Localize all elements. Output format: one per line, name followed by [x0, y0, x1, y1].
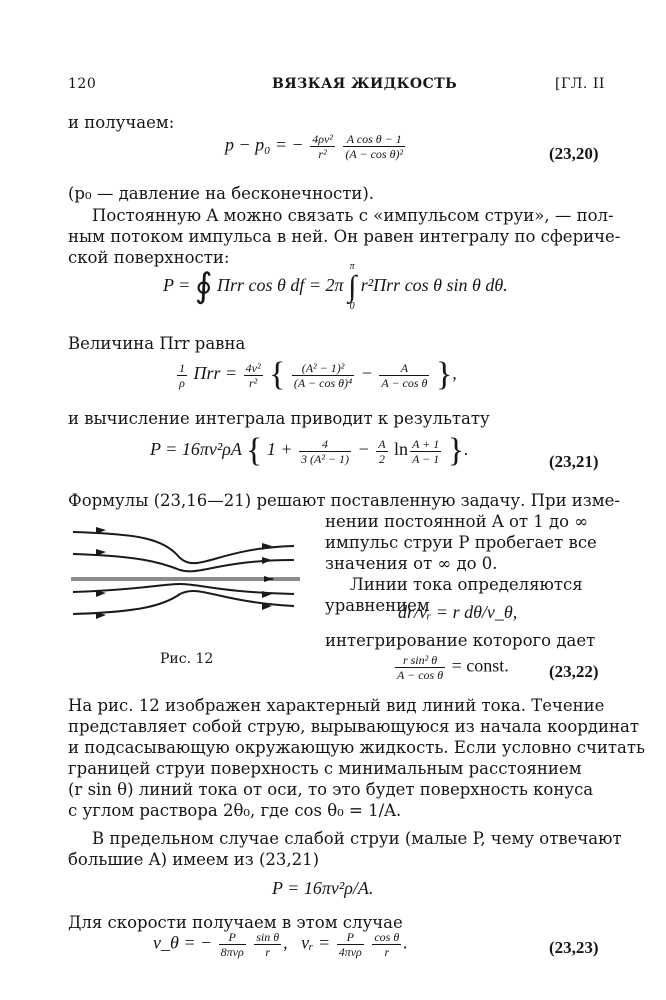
arrow-icon	[262, 543, 272, 550]
figure-caption: Рис. 12	[160, 651, 214, 667]
equation-number: (23,23)	[549, 938, 599, 957]
paragraph-line: В предельном случае слабой струи (малые P, чему отвечают	[92, 829, 622, 848]
paragraph-line: Формулы (23,16—21) решают поставленную задачу. При изме-	[68, 491, 620, 510]
equation-number: (23,21)	[549, 452, 599, 471]
equation-pi-rr: $\frac{1}{\rho}$ Πrr = $\frac{\text{4ν²}}{\text{r²}}$ { $\frac{\text{(A² − 1)²}}{\text{(A − cos θ)⁴}}$ − $\frac{A}{\text{A − cos θ}}$ },	[179, 356, 457, 393]
equation-stream: dr/vᵣ = r dθ/v_θ,	[398, 602, 518, 622]
paragraph-line: интегрирование которого дает	[325, 631, 596, 650]
velocity-text: Для скорости получаем в этом случае	[68, 913, 403, 932]
paragraph-line: границей струи поверхность с минимальным расстоянием	[68, 759, 582, 778]
streamline-upper-inner	[73, 554, 294, 571]
integral-sign: π ∫ 0	[348, 261, 357, 312]
equation-23-21: P = 16πν²ρA { 1 + $\frac{4}{\text{3 (A² − 1)}}$ − $\frac{A}{2}$ ln $\frac{A + 1}{A - 1}$ }.	[150, 432, 469, 469]
contour-integral-icon: ∮	[194, 268, 213, 305]
paragraph-line: импульс струи P пробегает все	[325, 533, 597, 552]
eq-fraction: $\frac{\text{4ρν²}}{\text{r²}}$	[312, 132, 333, 161]
streamlines-figure	[68, 518, 304, 638]
paragraph-line: ным потоком импульса в ней. Он равен интегралу по сфериче-	[68, 227, 621, 246]
paragraph-line: На рис. 12 изображен характерный вид линий тока. Течение	[68, 696, 605, 715]
streamline-upper-outer	[73, 532, 294, 563]
integral-result-text: и вычисление интеграла приводит к результату	[68, 409, 490, 428]
paragraph-line: Линии тока определяются	[350, 575, 583, 594]
equation-23-23: v_θ = − $\frac{P}{\text{8πνρ}}$ $\frac{\text{sin θ}}{r}$ , vᵣ = $\frac{P}{\text{4πνρ}}$ $\frac{\text{cos θ}}{r}$ .	[153, 930, 408, 959]
paragraph-line: (r sin θ) линий тока от оси, то это будет поверхность конуса	[68, 780, 594, 799]
equation-p-integral: P = ∮ Πrr cos θ df = 2π π ∫ 0 r²Πrr cos θ sin θ dθ.	[163, 261, 508, 312]
paragraph-line: нении постоянной A от 1 до ∞	[325, 512, 589, 531]
equation-23-20	[225, 132, 407, 161]
page-number: 120	[68, 76, 97, 92]
paragraph-line: уравнением	[325, 596, 430, 615]
equation-number: (23,20)	[549, 144, 599, 163]
arrow-icon	[262, 557, 272, 564]
equation-number: (23,22)	[549, 662, 599, 681]
arrow-icon	[264, 576, 274, 582]
chapter-label: [ГЛ. II	[555, 76, 605, 92]
paragraph-line: большие A) имеем из (23,21)	[68, 850, 320, 869]
intro-text: и получаем:	[68, 113, 175, 132]
paragraph-line: и подсасывающую окружающую жидкость. Если условно считать	[68, 738, 645, 757]
eq-lhs: p − p₀ = −	[225, 134, 304, 155]
paragraph-line: с углом раствора 2θ₀, где cos θ₀ = 1/A.	[68, 801, 402, 820]
paragraph-line: представляет собой струю, вырывающуюся из начала координат	[68, 717, 639, 736]
paragraph-line: ской поверхности:	[68, 248, 230, 267]
eq-fraction: $\frac{\text{A cos θ − 1}}{\text{(A − cos θ)²}}$	[345, 132, 404, 161]
p0-note: (p₀ — давление на бесконечности).	[68, 184, 375, 203]
paragraph-line: Постоянную A можно связать с «импульсом струи», — пол-	[92, 206, 614, 225]
paragraph-line: значения от ∞ до 0.	[325, 554, 498, 573]
equation-weak-jet: P = 16πν²ρ/A.	[272, 878, 374, 898]
equation-23-22: $\frac{\text{r sin² θ}}{\text{A − cos θ}}$ = const.	[397, 653, 509, 682]
streamline-lower-outer	[73, 591, 294, 614]
pi-rr-label: Величина Πrr равна	[68, 334, 246, 353]
running-title: ВЯЗКАЯ ЖИДКОСТЬ	[272, 76, 458, 92]
